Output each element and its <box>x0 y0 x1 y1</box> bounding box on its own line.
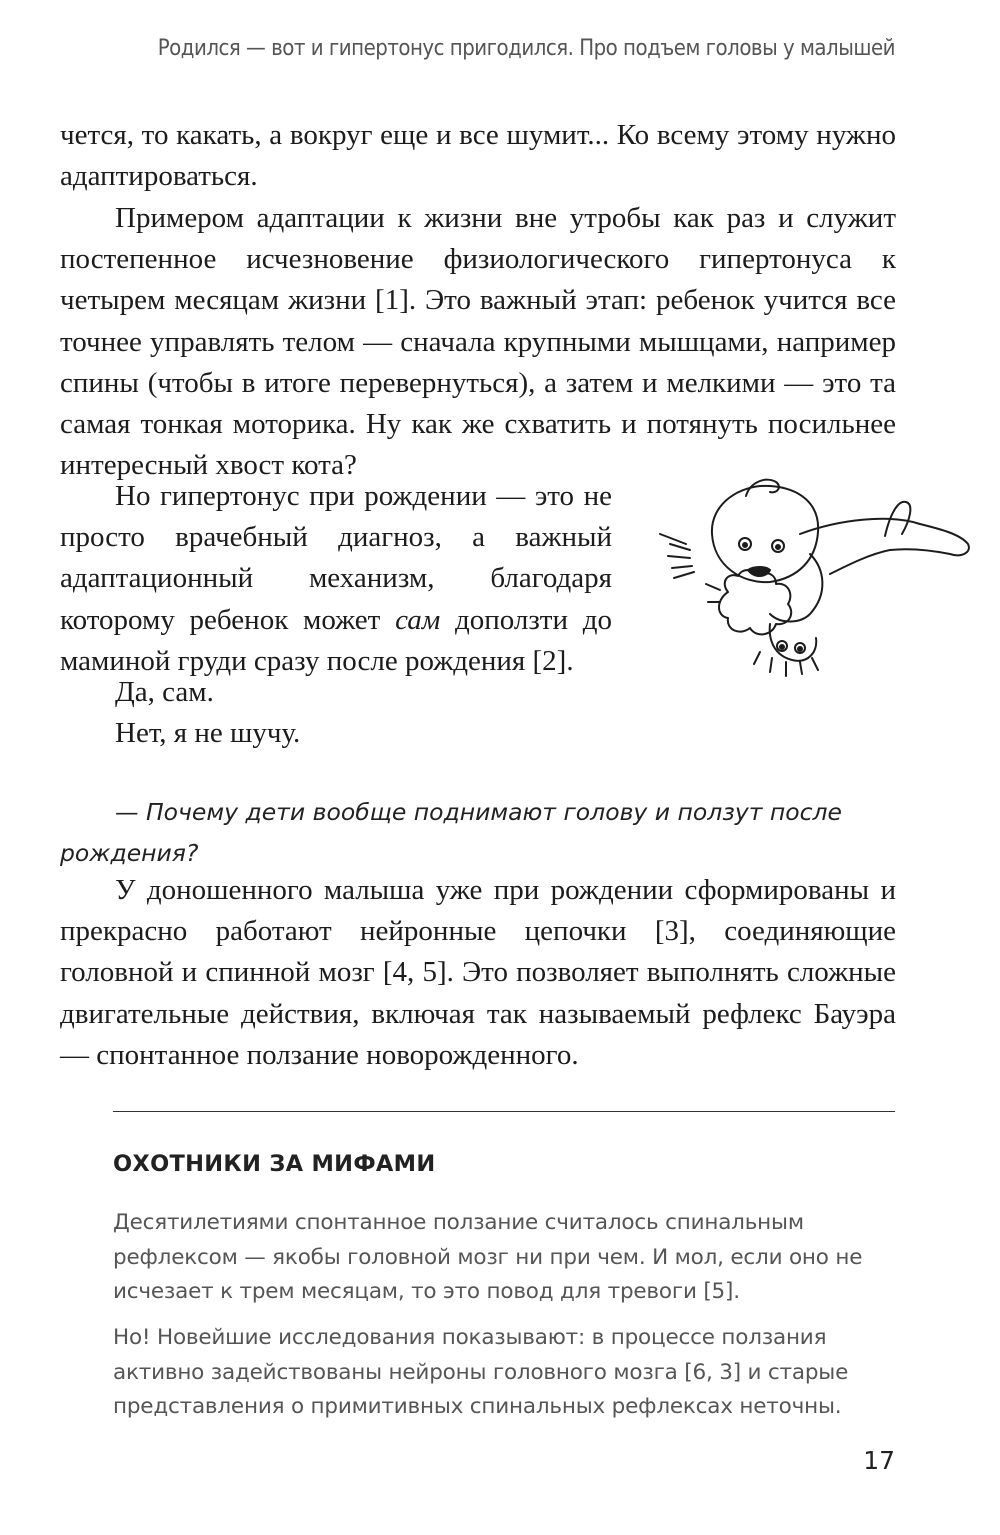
page-number: 17 <box>863 1446 895 1475</box>
myth-box-title: ОХОТНИКИ ЗА МИФАМИ <box>113 1151 436 1177</box>
paragraph-text <box>60 476 612 682</box>
baby-crawling-with-cat-icon <box>650 474 980 694</box>
paragraph-short-2 <box>60 713 896 754</box>
running-header: Родился — вот и гипертонус пригодился. Про подъем головы у малышей <box>157 36 895 61</box>
paragraph-text: Нет, я не шучу. <box>115 717 301 749</box>
divider-line <box>113 1111 895 1112</box>
paragraph-hypertonus <box>60 476 612 682</box>
paragraph-text: У доношенного малыша уже при рождении сформированы и прекрасно работают нейронные цепочки [3], соединяющие головной и спинной мозг [4, 5]. Это позволяет выполнять сложные двигательные действия, включая так называемый рефлекс Бауэра — спонтанное ползание новорожденного. <box>60 874 896 1071</box>
emphasis-word: сам <box>395 603 441 636</box>
section-question: — Почему дети вообще поднимают голову и ползут после рождения? <box>60 798 843 867</box>
paragraph-continuation <box>60 115 896 197</box>
paragraph-bauer-reflex <box>60 870 896 1076</box>
paragraph-text-start: Но гипертонус при рождении — это не просто врачебный диагноз, а важный адаптационный механизм, благодаря которому ребенок может <box>60 480 612 636</box>
paragraph-text: чется, то какать, а вокруг еще и все шумит... Ко всему этому нужно адаптироваться. <box>60 119 896 193</box>
myth-box-text-1: Десятилетиями спонтанное ползание считалось спинальным рефлексом — якобы головной мозг ни при чем. И мол, если оно не исчезает к трем месяцам, то это повод для тревоги [5]. <box>113 1210 863 1304</box>
paragraph-text-end: доползти до маминой груди сразу после рождения [2]. <box>60 603 612 677</box>
paragraph-adaptation <box>60 198 896 486</box>
myth-box-text-2: Но! Новейшие исследования показывают: в процессе ползания активно задействованы нейроны головного мозга [6, 3] и старые представления о примитивных спинальных рефлексах неточны. <box>113 1325 849 1419</box>
paragraph-text: Да, сам. <box>115 676 214 708</box>
paragraph-text: Примером адаптации к жизни вне утробы как раз и служит постепенное исчезновение физиологического гипертонуса к четырем месяцам жизни [1]. Это важный этап: ребенок учится все точнее управлять телом — сначала крупными мышцами, например спины (чтобы в итоге перевернуться), а затем и мелкими — это та самая тонкая моторика. Ну как же схватить и потянуть посильнее интересный хвост кота? <box>60 202 896 482</box>
